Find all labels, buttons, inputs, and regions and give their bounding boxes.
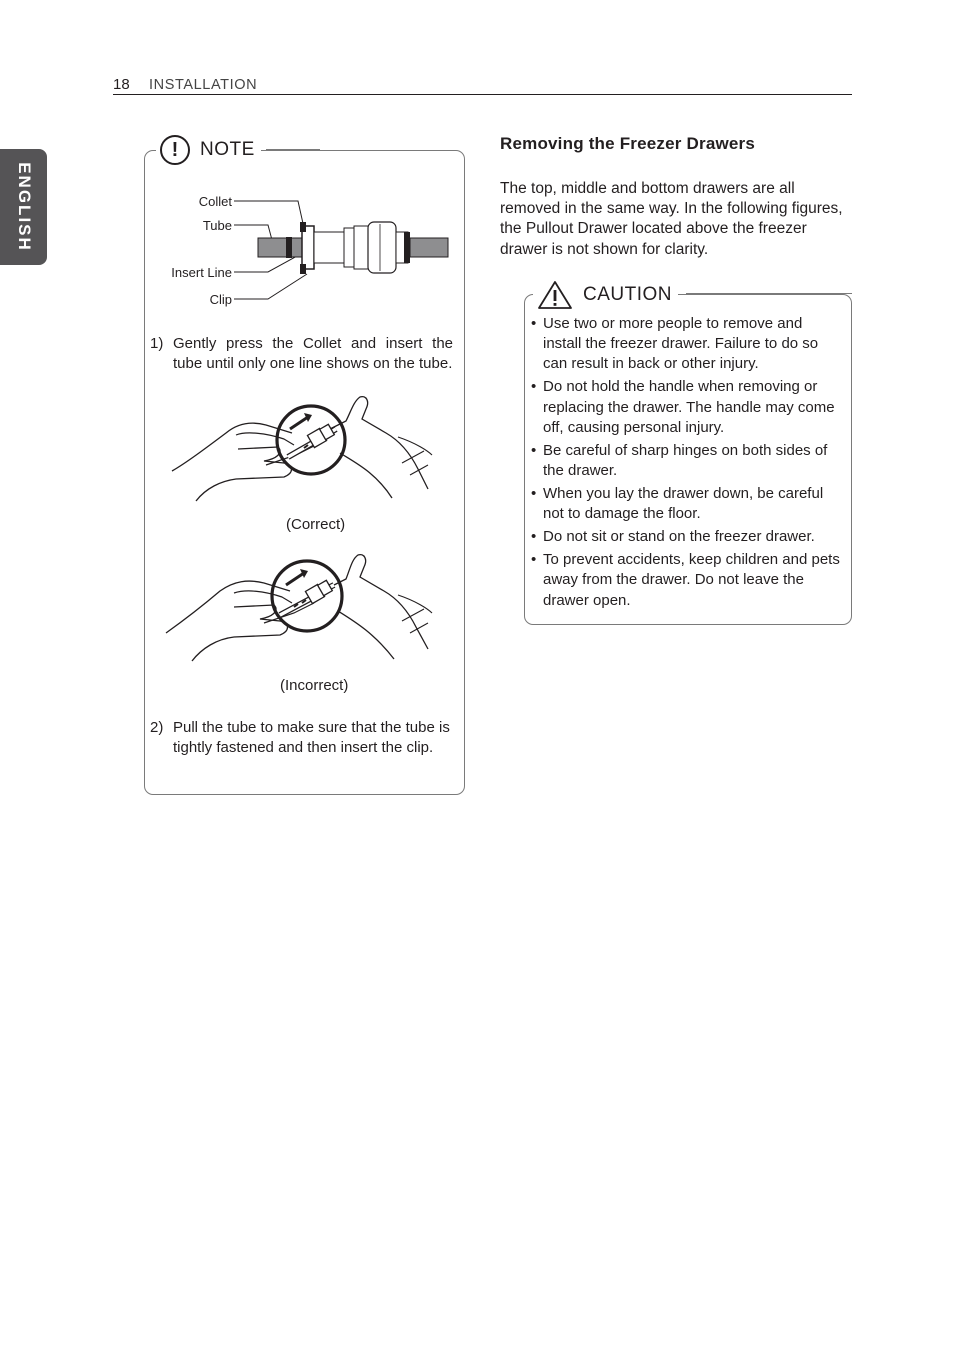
label-collet: Collet bbox=[198, 194, 232, 209]
caution-item: • To prevent accidents, keep children and pets away from the drawer. Do not leave the drawer open. bbox=[531, 550, 843, 611]
label-insert-line: Insert Line bbox=[171, 265, 232, 280]
step-number: 2) bbox=[150, 719, 164, 736]
caution-item: • Do not sit or stand on the freezer drawer. bbox=[531, 527, 843, 547]
caution-item: • Do not hold the handle when removing or replacing the drawer. The handle may come off, causing personal injury. bbox=[531, 377, 843, 438]
caution-item: • When you lay the drawer down, be careful not to damage the floor. bbox=[531, 484, 843, 524]
exclamation-circle-icon: ! bbox=[160, 135, 190, 165]
step-number: 1) bbox=[150, 335, 164, 352]
note-step-2 bbox=[150, 718, 453, 780]
caution-header-rule bbox=[686, 293, 852, 294]
warning-triangle-icon bbox=[537, 280, 573, 310]
caption-incorrect: (Incorrect) bbox=[280, 677, 349, 694]
incorrect-insertion-illustration bbox=[162, 553, 437, 663]
note-label: NOTE bbox=[200, 139, 255, 160]
label-clip: Clip bbox=[209, 292, 232, 307]
language-tab-label: ENGLISH bbox=[14, 162, 34, 252]
correct-insertion-illustration bbox=[166, 393, 436, 503]
caution-label: CAUTION bbox=[583, 283, 672, 305]
section-title: INSTALLATION bbox=[149, 77, 258, 93]
caution-item: • Use two or more people to remove and install the freezer drawer. Failure to do so can result in back or other injury. bbox=[531, 314, 843, 375]
caution-header bbox=[533, 279, 678, 310]
caution-list bbox=[531, 314, 843, 614]
tube-fitting-diagram bbox=[150, 188, 455, 318]
label-tube: Tube bbox=[202, 218, 232, 233]
caution-item: • Be careful of sharp hinges on both sides of the drawer. bbox=[531, 441, 843, 481]
step-text: Gently press the Collet and insert the tube until only one line shows on the tube. bbox=[173, 335, 453, 373]
section-body: The top, middle and bottom drawers are all removed in the same way. In the following figures, the Pullout Drawer located above the freezer drawer is not shown for clarity. bbox=[500, 180, 843, 258]
language-tab bbox=[0, 149, 47, 265]
note-header-rule bbox=[266, 149, 320, 150]
page-header bbox=[113, 74, 852, 95]
caption-correct: (Correct) bbox=[286, 516, 346, 533]
section-heading: Removing the Freezer Drawers bbox=[500, 134, 756, 153]
page-number: 18 bbox=[113, 76, 130, 93]
note-header bbox=[156, 135, 261, 165]
step-text: Pull the tube to make sure that the tube is tightly fastened and then insert the clip. bbox=[173, 719, 450, 757]
note-step-1 bbox=[150, 334, 453, 396]
